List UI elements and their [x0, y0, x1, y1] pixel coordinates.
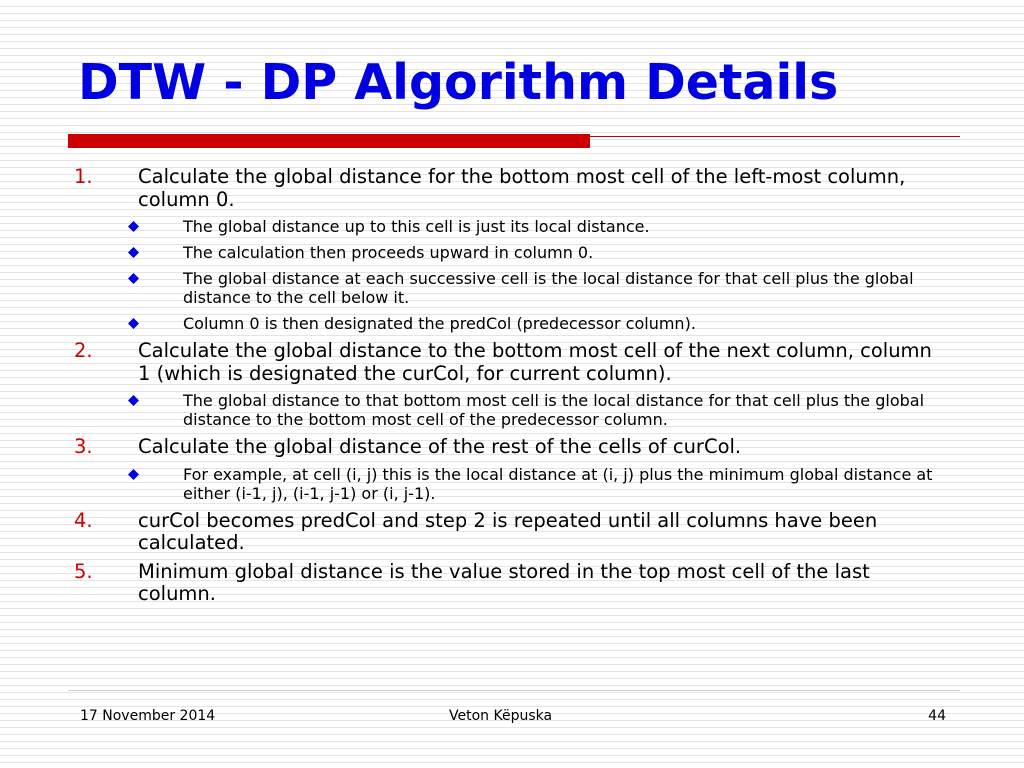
diamond-bullet-icon — [128, 469, 139, 480]
sub-item-text: For example, at cell (i, j) this is the local distance at (i, j) plus the minimum global distance at either (i-1, j), (i-1, j-1) or (i, j-1). — [183, 464, 933, 503]
sub-list-item — [0, 314, 958, 333]
sub-item-text: Column 0 is then designated the predCol (predecessor column). — [183, 314, 696, 333]
list-item — [0, 166, 938, 211]
slide-content — [0, 166, 1024, 612]
list-item — [0, 340, 938, 385]
footer-date: 17 November 2014 — [80, 708, 216, 724]
sub-list-item — [0, 465, 958, 503]
sub-list-item — [0, 243, 958, 262]
item-text: Calculate the global distance of the rest of the cells of curCol. — [138, 435, 742, 458]
sub-list-item — [0, 217, 958, 236]
slide-title: DTW - DP Algorithm Details — [78, 54, 839, 111]
diamond-bullet-icon — [128, 221, 139, 232]
item-number: 5. — [74, 559, 93, 583]
diamond-bullet-icon — [128, 395, 139, 406]
item-text: curCol becomes predCol and step 2 is repeated until all columns have been calculated. — [138, 508, 878, 554]
sub-item-text: The global distance up to this cell is just its local distance. — [183, 217, 650, 236]
footer-divider — [68, 690, 960, 691]
item-number: 1. — [74, 165, 93, 188]
list-item — [0, 436, 938, 459]
title-underline-thin — [590, 136, 960, 137]
list-item — [0, 510, 938, 555]
item-text: Minimum global distance is the value stored in the top most cell of the last column. — [138, 559, 870, 605]
diamond-bullet-icon — [128, 273, 139, 284]
list-item — [0, 561, 938, 606]
diamond-bullet-icon — [128, 247, 139, 258]
item-number: 4. — [74, 508, 93, 532]
sub-item-text: The global distance to that bottom most cell is the local distance for that cell plus the global distance to the bottom most cell of the predecessor column. — [183, 391, 925, 429]
sub-item-text: The calculation then proceeds upward in column 0. — [183, 243, 594, 262]
diamond-bullet-icon — [128, 318, 139, 329]
sub-item-text: The global distance at each successive cell is the local distance for that cell plus the global distance to the cell below it. — [183, 269, 914, 307]
item-text: Calculate the global distance for the bottom most cell of the left-most column, column 0. — [138, 165, 906, 211]
item-number: 2. — [74, 339, 93, 362]
sub-list-item — [0, 391, 958, 429]
title-underline-thick — [68, 134, 590, 148]
slide-page-number: 44 — [928, 708, 946, 724]
item-text: Calculate the global distance to the bottom most cell of the next column, column 1 (which is designated the curCol, for current column). — [138, 339, 932, 385]
item-number: 3. — [74, 435, 93, 458]
footer-author: Veton Këpuska — [449, 708, 553, 724]
sub-list-item — [0, 269, 958, 307]
